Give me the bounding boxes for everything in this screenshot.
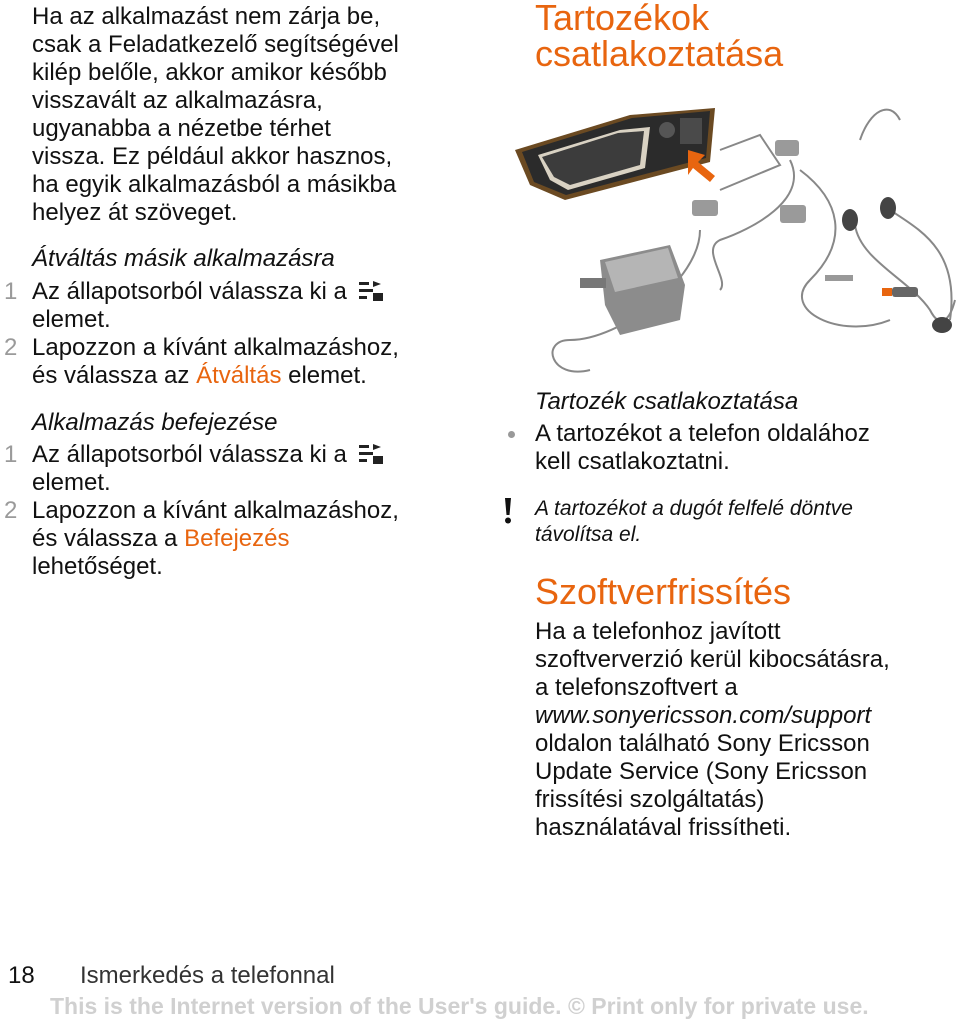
charger-image (580, 245, 685, 335)
end-option-link: Befejezés (184, 525, 290, 552)
step-number: 1 (4, 278, 18, 305)
note-text: A tartozékot a dugót felfelé döntve (535, 497, 853, 520)
bullet-text: kell csatlakoztatni. (535, 448, 730, 475)
switch-option-link: Átváltás (196, 362, 282, 389)
step-text: és válassza az (32, 362, 197, 389)
body-line: Update Service (Sony Ericsson (535, 758, 868, 785)
body-line: frissítési szolgáltatás) (535, 786, 765, 813)
step-text: lehetőséget. (32, 553, 163, 580)
warning-note (535, 496, 853, 548)
intro-line: kilép belőle, akkor amikor később (32, 59, 387, 86)
switch-step-1 (4, 278, 472, 334)
intro-line: csak a Feladatkezelő segítségével (32, 31, 399, 58)
bullet-dot-icon (508, 431, 515, 438)
phone-image (515, 108, 715, 200)
section-title: Ismerkedés a telefonnal (80, 962, 335, 989)
note-text: távolítsa el. (535, 523, 642, 546)
accessories-illustration (510, 80, 960, 380)
section-heading: csatlakoztatása (535, 33, 784, 74)
software-update-heading: Szoftverfrissítés (535, 571, 792, 612)
bullet-item (535, 420, 870, 476)
intro-line: visszavált az alkalmazásra, (32, 87, 323, 114)
intro-line: ha egyik alkalmazásból a másikba (32, 171, 397, 198)
end-step-2 (4, 497, 472, 581)
step-text: elemet. (281, 362, 367, 389)
body-line: oldalon található Sony Ericsson (535, 730, 870, 757)
step-text: Lapozzon a kívánt alkalmazáshoz, (32, 334, 399, 361)
arrow-icon (688, 150, 715, 182)
intro-line: helyez át szöveget. (32, 199, 238, 226)
intro-line: vissza. Ez például akkor hasznos, (32, 143, 393, 170)
bullet-text: A tartozékot a telefon oldalához (535, 420, 870, 447)
body-line: szoftververzió kerül kibocsátásra, (535, 646, 890, 673)
end-heading: Alkalmazás befejezése (32, 409, 278, 436)
step-number: 2 (4, 334, 18, 361)
switch-heading: Átváltás másik alkalmazásra (32, 245, 335, 272)
disclaimer: This is the Internet version of the User's guide. © Print only for private use. (50, 993, 869, 1019)
support-url[interactable]: www.sonyericsson.com/support (535, 702, 872, 729)
page-number: 18 (8, 962, 35, 989)
switch-step-2 (4, 334, 472, 390)
intro-line: Ha az alkalmazást nem zárja be, (32, 3, 381, 30)
section-heading: Tartozékok (535, 0, 710, 38)
intro-line: ugyanabba a nézetbe térhet (32, 115, 331, 142)
body-line: a telefonszoftvert a (535, 674, 738, 701)
task-manager-icon (357, 442, 385, 466)
step-text: Az állapotsorból válassza ki a (32, 278, 347, 305)
step-text: Lapozzon a kívánt alkalmazáshoz, (32, 497, 399, 524)
body-line: Ha a telefonhoz javított (535, 618, 781, 645)
step-number: 1 (4, 441, 18, 468)
end-step-1 (4, 441, 472, 497)
step-text: elemet. (32, 306, 111, 333)
task-manager-icon (357, 279, 385, 303)
step-text: elemet. (32, 469, 111, 496)
accessory-subheading: Tartozék csatlakoztatása (535, 388, 799, 415)
headset-image (825, 197, 952, 333)
step-text: Az állapotsorból válassza ki a (32, 441, 347, 468)
step-number: 2 (4, 497, 18, 524)
warning-icon (504, 498, 512, 524)
body-line: használatával frissítheti. (535, 814, 792, 841)
step-text: és válassza a (32, 525, 185, 552)
